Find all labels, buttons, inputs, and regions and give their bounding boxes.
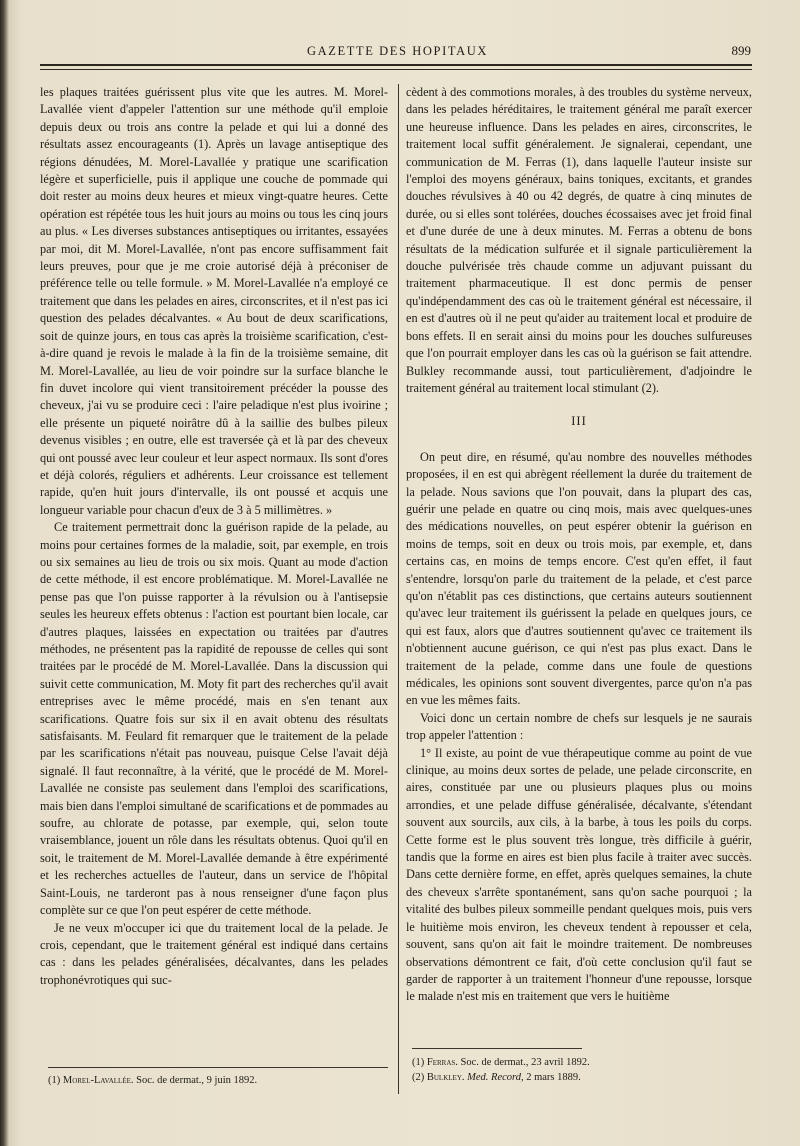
page-number: 899	[731, 43, 751, 58]
footnote-author: Ferras.	[426, 1057, 458, 1068]
page-header	[30, 42, 765, 64]
footnote-author: Morel-Lavallée.	[62, 1075, 134, 1086]
column-divider	[398, 84, 399, 1094]
right-paragraph-2: On peut dire, en résumé, qu'au nombre des nouvelles méthodes proposées, il en est qui abrègent réellement la durée du traitement de la pelade. Nous savions que l'on pouvait, dans la plupart des cas, guérir une pelade en quatre ou cinq mois, mais avec quelques-unes des médications nouvelles, on peut espérer obtenir la guérison en moins de temps, soit en deux ou trois mois, par exemple, et, dans certains cas, en moins de temps encore. C'est qu'en effet, il faut s'entendre, lorsqu'on parle du traitement de la pelade, et c'est parce qu'on n'établit pas ces distinctions, que certains auteurs soutiennent qu'avec leur traitement ils guérissent la pelade en quelques jours, ce qui est faux, alors que d'autres soutiennent qu'avec ce traitement ils n'obtiennent aucune guérison, ce qui n'est pas plus exact. Dans le traitement de la pelade, comme dans une foule de questions médicales, les opinions sont souvent divergentes, parce qu'on n'a pas en vue les mêmes faits.	[406, 449, 752, 708]
footnote-rule-left	[48, 1067, 388, 1068]
footnote-rule-right	[412, 1048, 582, 1049]
footnotes-left	[48, 1073, 388, 1088]
header-rule-thick	[40, 64, 752, 66]
footnote: (1) Ferras. Soc. de dermat., 23 avril 1892.	[412, 1057, 590, 1068]
left-paragraph-2: Ce traitement permettrait donc la guérison rapide de la pelade, au moins pour certaines formes de la maladie, soit, par exemple, en trois ou six semaines au lieu de trois ou six mois. Quant au mode d'action de cette méthode, il est encore problématique. M. Morel-Lavallée ne pense pas que l'on puisse rapporter à la révulsion ou à l'antisepsie seules les heureux effets obtenus : l'action est pourtant bien locale, car d'autres plaques, laissées en expectation ou traitées par d'autres méthodes, ne présentent pas la rapidité de repousse de celles qui sont traitées par le procédé de M. Morel-Lavallée. Dans la discussion qui suivit cette communication, M. Moty fit part des recherches qu'il avait entreprises avec le même procédé, mais en s'en tenant aux scarifications. Quatre fois sur six il en avait obtenu des résultats satisfaisants. M. Feulard fit remarquer que le traitement de la pelade par les scarifications n'était pas nouveau, puisque Celse l'avait déjà signalé. Il faut reconnaître, à la vérité, que le procédé de M. Morel-Lavallée ne consiste pas seulement dans l'emploi des scarifications, mais bien dans l'emploi simultané de scarifications et de pommades au soufre, au chlorate de potasse, par exemple, qui, selon toute vraisemblance, jouent un rôle dans les résultats obtenus. Quoi qu'il en soit, le traitement de M. Morel-Lavallée demande à être expérimenté et les recherches actuelles de l'auteur, dans un service de l'hôpital Saint-Louis, ne tarderont pas à nous renseigner d'une façon plus complète sur ce que l'on peut espérer de cette méthode.	[40, 520, 388, 918]
header-rule-thin	[40, 69, 752, 70]
right-paragraph-3: Voici donc un certain nombre de chefs sur lesquels je ne saurais trop appeler l'attention :	[406, 710, 752, 743]
footnote: (1) Morel-Lavallée. Soc. de dermat., 9 juin 1892.	[48, 1075, 258, 1086]
right-column	[406, 84, 752, 1006]
left-paragraph-3: Je ne veux m'occuper ici que du traitement local de la pelade. Je crois, cependant, que le traitement général est indiqué dans certains cas : dans les pelades généralisées, décalvantes, dans les pelades trophonévrotiques qui suc-	[40, 920, 388, 987]
footnote-author: Bulkley.	[426, 1072, 465, 1083]
left-column	[40, 84, 388, 989]
left-paragraph-1: les plaques traitées guérissent plus vite que les autres. M. Morel-Lavallée vient d'appeler l'attention sur une méthode qu'il emploie depuis deux ou trois ans contre la pelade et qui lui a donné des résultats assez encourageants (1). Après un lavage antiseptique des régions dénudées, M. Morel-Lavallée y pratique une scarification légère et superficielle, puis il applique une couche de pommade qui doit rester au moins deux heures et mieux vingt-quatre heures. Cette opération est répétée tous les huit jours au moins ou tous les cinq jours au plus. « Les diverses substances antiseptiques ou irritantes, essayées par moi, dit M. Morel-Lavallée, n'ont pas encore suffisamment fait leurs preuves, pour que je me croie autorisé déjà à préconiser de préférence telle ou telle formule. » M. Morel-Lavallée n'a employé ce traitement que dans les pelades en aires, circonscrites, et il n'est pas ici question des pelades décalvantes. « Au bout de deux scarifications, soit de quinze jours, en tous cas après la troisième scarification, c'est-à-dire quand je revois le malade à la fin de la troisième semaine, dit M. Morel-Lavallée, au lieu de voir poindre sur la surface blanche le fin duvet incolore qui vient transitoirement précéder la pousse des cheveux, j'ai vu se produire ceci : l'aire peladique n'est plus ivoirine ; elle présente un piqueté noirâtre dû à la saillie des bulbes pileux devenus visibles ; en outre, elle est traversée çà et là par des cheveux qui ont poussé avec leur couleur et leur aspect normaux. Ils sont d'ores et déjà colorés, réguliers et adhérents. Leur croissance est tellement rapide, qu'en huit jours d'intervalle, ils ont poussé et acquis une longueur variable pour chacun d'eux de 3 à 5 millimètres. »	[40, 85, 388, 517]
running-title: GAZETTE DES HOPITAUX	[307, 44, 488, 58]
right-paragraph-4: 1° Il existe, au point de vue thérapeutique comme au point de vue clinique, au moins deux sortes de pelade, une pelade circonscrite, en aires, constituée par une ou plusieurs plaques plus ou moins arrondies, et une pelade diffuse généralisée, décalvante, s'étendant souvent aux sourcils, aux cils, à la barbe, à tous les poils du corps. Cette forme est le plus souvent très longue, très difficile à guérir, tandis que la forme en aires est bien plus facile à traiter avec succès. Dans cette dernière forme, en effet, après quelques semaines, la chute des cheveux s'arrête spontanément, sans qu'on sache pourquoi ; la vitalité des bulbes pileux sommeille pendant quelques mois, puis vers le huitième mois environ, les cheveux tendent à repousser et cela, souvent, sans qu'on ait fait le moindre traitement. De nombreuses observations démontrent ce fait, d'où cette conclusion qu'il faut se garder de rapporter à un traitement l'honneur d'une repousse, lorsque le malade n'est mis en traitement que vers le huitième	[406, 745, 752, 1004]
footnote-journal: Med. Record,	[464, 1072, 524, 1083]
right-paragraph-1: cèdent à des commotions morales, à des troubles du système nerveux, dans les pelades héréditaires, le traitement général me paraît exercer une heureuse influence. Dans les pelades en aires, circonscrites, le traitement local suffit généralement. Je signalerai, cependant, une communication de M. Ferras (1), dans laquelle l'auteur insiste sur l'emploi des moyens généraux, bains toniques, excitants, et grandes douches révulsives à 40 ou 42 degrés, de quatre à cinq minutes de durée, ou si elles sont tolérées, douches écossaises avec jet froid final et d'une durée de une à deux minutes. M. Ferras a obtenu de bons résultats de la médication sulfurée et il signale particulièrement la douche pulvérisée très chaude comme un adjuvant puissant du traitement pharmaceutique. Il est donc permis de penser qu'indépendamment des cas où le traitement général est nécessaire, il en est d'autres où il ne peut qu'aider au traitement local et produire de bons effets. Il en serait ainsi du moins pour les douches sulfureuses que l'on pourrait employer dans les cas où la guérison se fait attendre. Bulkley recommande aussi, tout particulièrement, d'adjoindre le traitement général au traitement local stimulant (2).	[406, 85, 752, 395]
section-number: III	[571, 414, 587, 429]
footnotes-right	[412, 1055, 752, 1085]
footnote: (2) Bulkley. Med. Record, 2 mars 1889.	[412, 1072, 581, 1083]
